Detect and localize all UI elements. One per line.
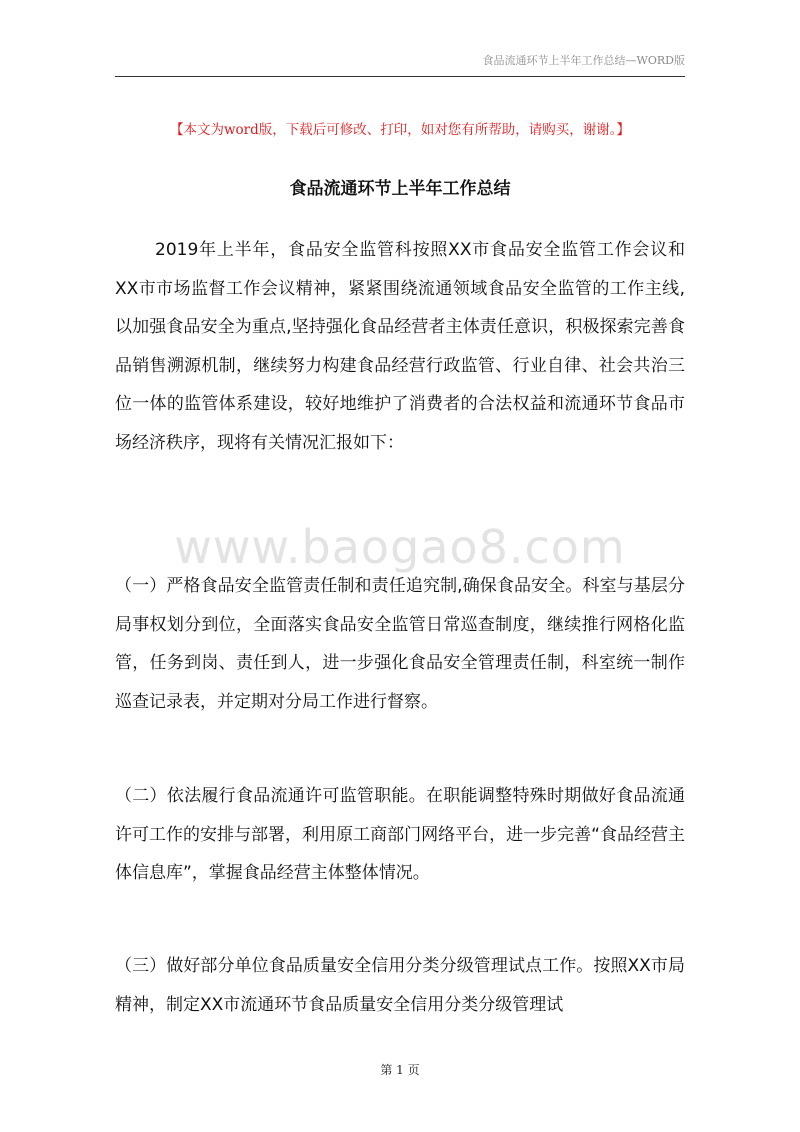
section-paragraph-2: （二）依法履行食品流通许可监管职能。在职能调整特殊时期做好食品流通许可工作的安排与部署，利用原工商部门网络平台，进一步完善“食品经营主体信息库”，掌握食品经营主体整体情况。 (115, 786, 685, 883)
running-header: 食品流通环节上半年工作总结—WORD版 (482, 54, 685, 67)
download-notice: 【本文为word版，下载后可修改、打印，如对您有所帮助，请购买，谢谢。】 (169, 122, 631, 138)
section-paragraph-1: （一）严格食品安全监管责任制和责任追究制,确保食品安全。科室与基层分局事权划分到位，全面落实食品安全监管日常巡查制度，继续推行网格化监管，任务到岗、责任到人，进一步强化食品安全管理责任制，科室统一制作巡查记录表，并定期对分局工作进行督察。 (115, 576, 685, 712)
document-title: 食品流通环节上半年工作总结 (289, 179, 511, 199)
watermark-text: www.baogao8.com (174, 520, 626, 574)
header-divider (115, 76, 685, 77)
section-paragraph-3: （三）做好部分单位食品质量安全信用分类分级管理试点工作。按照XX市局精神，制定XX市流通环节食品质量安全信用分类分级管理试 (115, 956, 685, 1015)
page-number: 第 1 页 (380, 1063, 420, 1077)
intro-paragraph: 2019年上半年，食品安全监管科按照XX市食品安全监管工作会议和XX市市场监督工作会议精神，紧紧围绕流通领域食品安全监管的工作主线,以加强食品安全为重点,坚持强化食品经营者主体责任意识，积极探索完善食品销售溯源机制，继续努力构建食品经营行政监管、行业自律、社会共治三位一体的监管体系建设，较好地维护了消费者的合法权益和流通环节食品市场经济秩序，现将有关情况汇报如下： (115, 240, 685, 453)
